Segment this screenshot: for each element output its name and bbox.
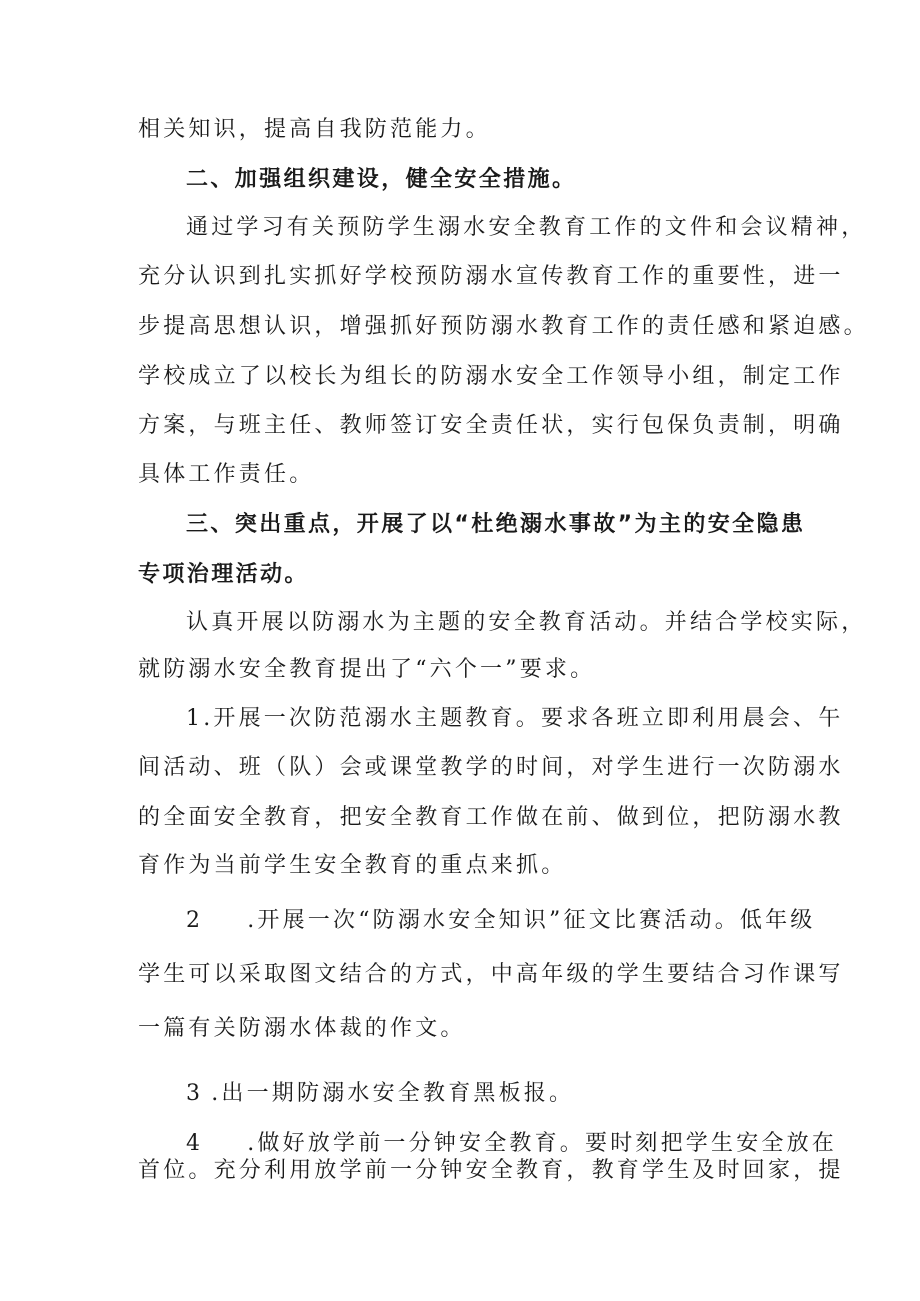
item3-line	[186, 1079, 846, 1109]
section2-line-1: 通过学习有关预防学生溺水安全教育工作的文件和会议精神，	[186, 215, 867, 240]
section2-line-5: 方案，与班主任、教师签订安全责任状，实行包保负责制，明确	[138, 413, 844, 438]
item3-text: .出一期防溺水安全教育黑板报。	[211, 1081, 575, 1106]
section2-line-2: 充分认识到扎实抓好学校预防溺水宣传教育工作的重要性，进一	[138, 264, 844, 289]
item2-text: .开展一次“防溺水安全知识”征文比赛活动。低年级	[247, 908, 816, 933]
section3-heading-line-2: 专项治理活动。	[138, 562, 309, 587]
section3-line-1: 认真开展以防溺水为主题的安全教育活动。并结合学校实际，	[186, 610, 867, 635]
item2-line-1	[186, 906, 846, 936]
item2-line-3: 一篇有关防溺水体裁的作文。	[138, 1016, 466, 1041]
intro-line: 相关知识，提高自我防范能力。	[138, 117, 491, 142]
section3-heading-line-1: 三、突出重点，开展了以“杜绝溺水事故”为主的安全隐患	[186, 512, 806, 537]
item4-line-2: 首位。充分利用放学前一分钟安全教育，教育学生及时回家，提	[138, 1158, 844, 1183]
item1-line-3: 的全面安全教育，把安全教育工作做在前、做到位，把防溺水教	[138, 805, 844, 830]
section3-line-2: 就防溺水安全教育提出了“六个一”要求。	[138, 657, 596, 682]
item2-number: 2	[186, 908, 204, 933]
item4-number: 4	[186, 1131, 204, 1156]
item4-line-1	[186, 1129, 846, 1159]
item4-text: .做好放学前一分钟安全教育。要时刻把学生安全放在	[247, 1131, 837, 1156]
item3-number: 3	[186, 1081, 204, 1106]
item1-line-1: 1.开展一次防范溺水主题教育。要求各班立即利用晨会、午	[186, 706, 844, 731]
section2-line-4: 学校成立了以校长为组长的防溺水安全工作领导小组，制定工作	[138, 364, 844, 389]
section2-line-6: 具体工作责任。	[138, 462, 315, 487]
section2-heading: 二、加强组织建设，健全安全措施。	[186, 167, 577, 192]
item1-line-2: 间活动、班（队）会或课堂教学的时间，对学生进行一次防溺水	[138, 755, 844, 780]
section2-line-3: 步提高思想认识，增强抓好预防溺水教育工作的责任感和紧迫感。	[138, 314, 869, 339]
item2-line-2: 学生可以采取图文结合的方式，中高年级的学生要结合习作课写	[138, 962, 844, 987]
item1-line-4: 育作为当前学生安全教育的重点来抓。	[138, 853, 567, 878]
